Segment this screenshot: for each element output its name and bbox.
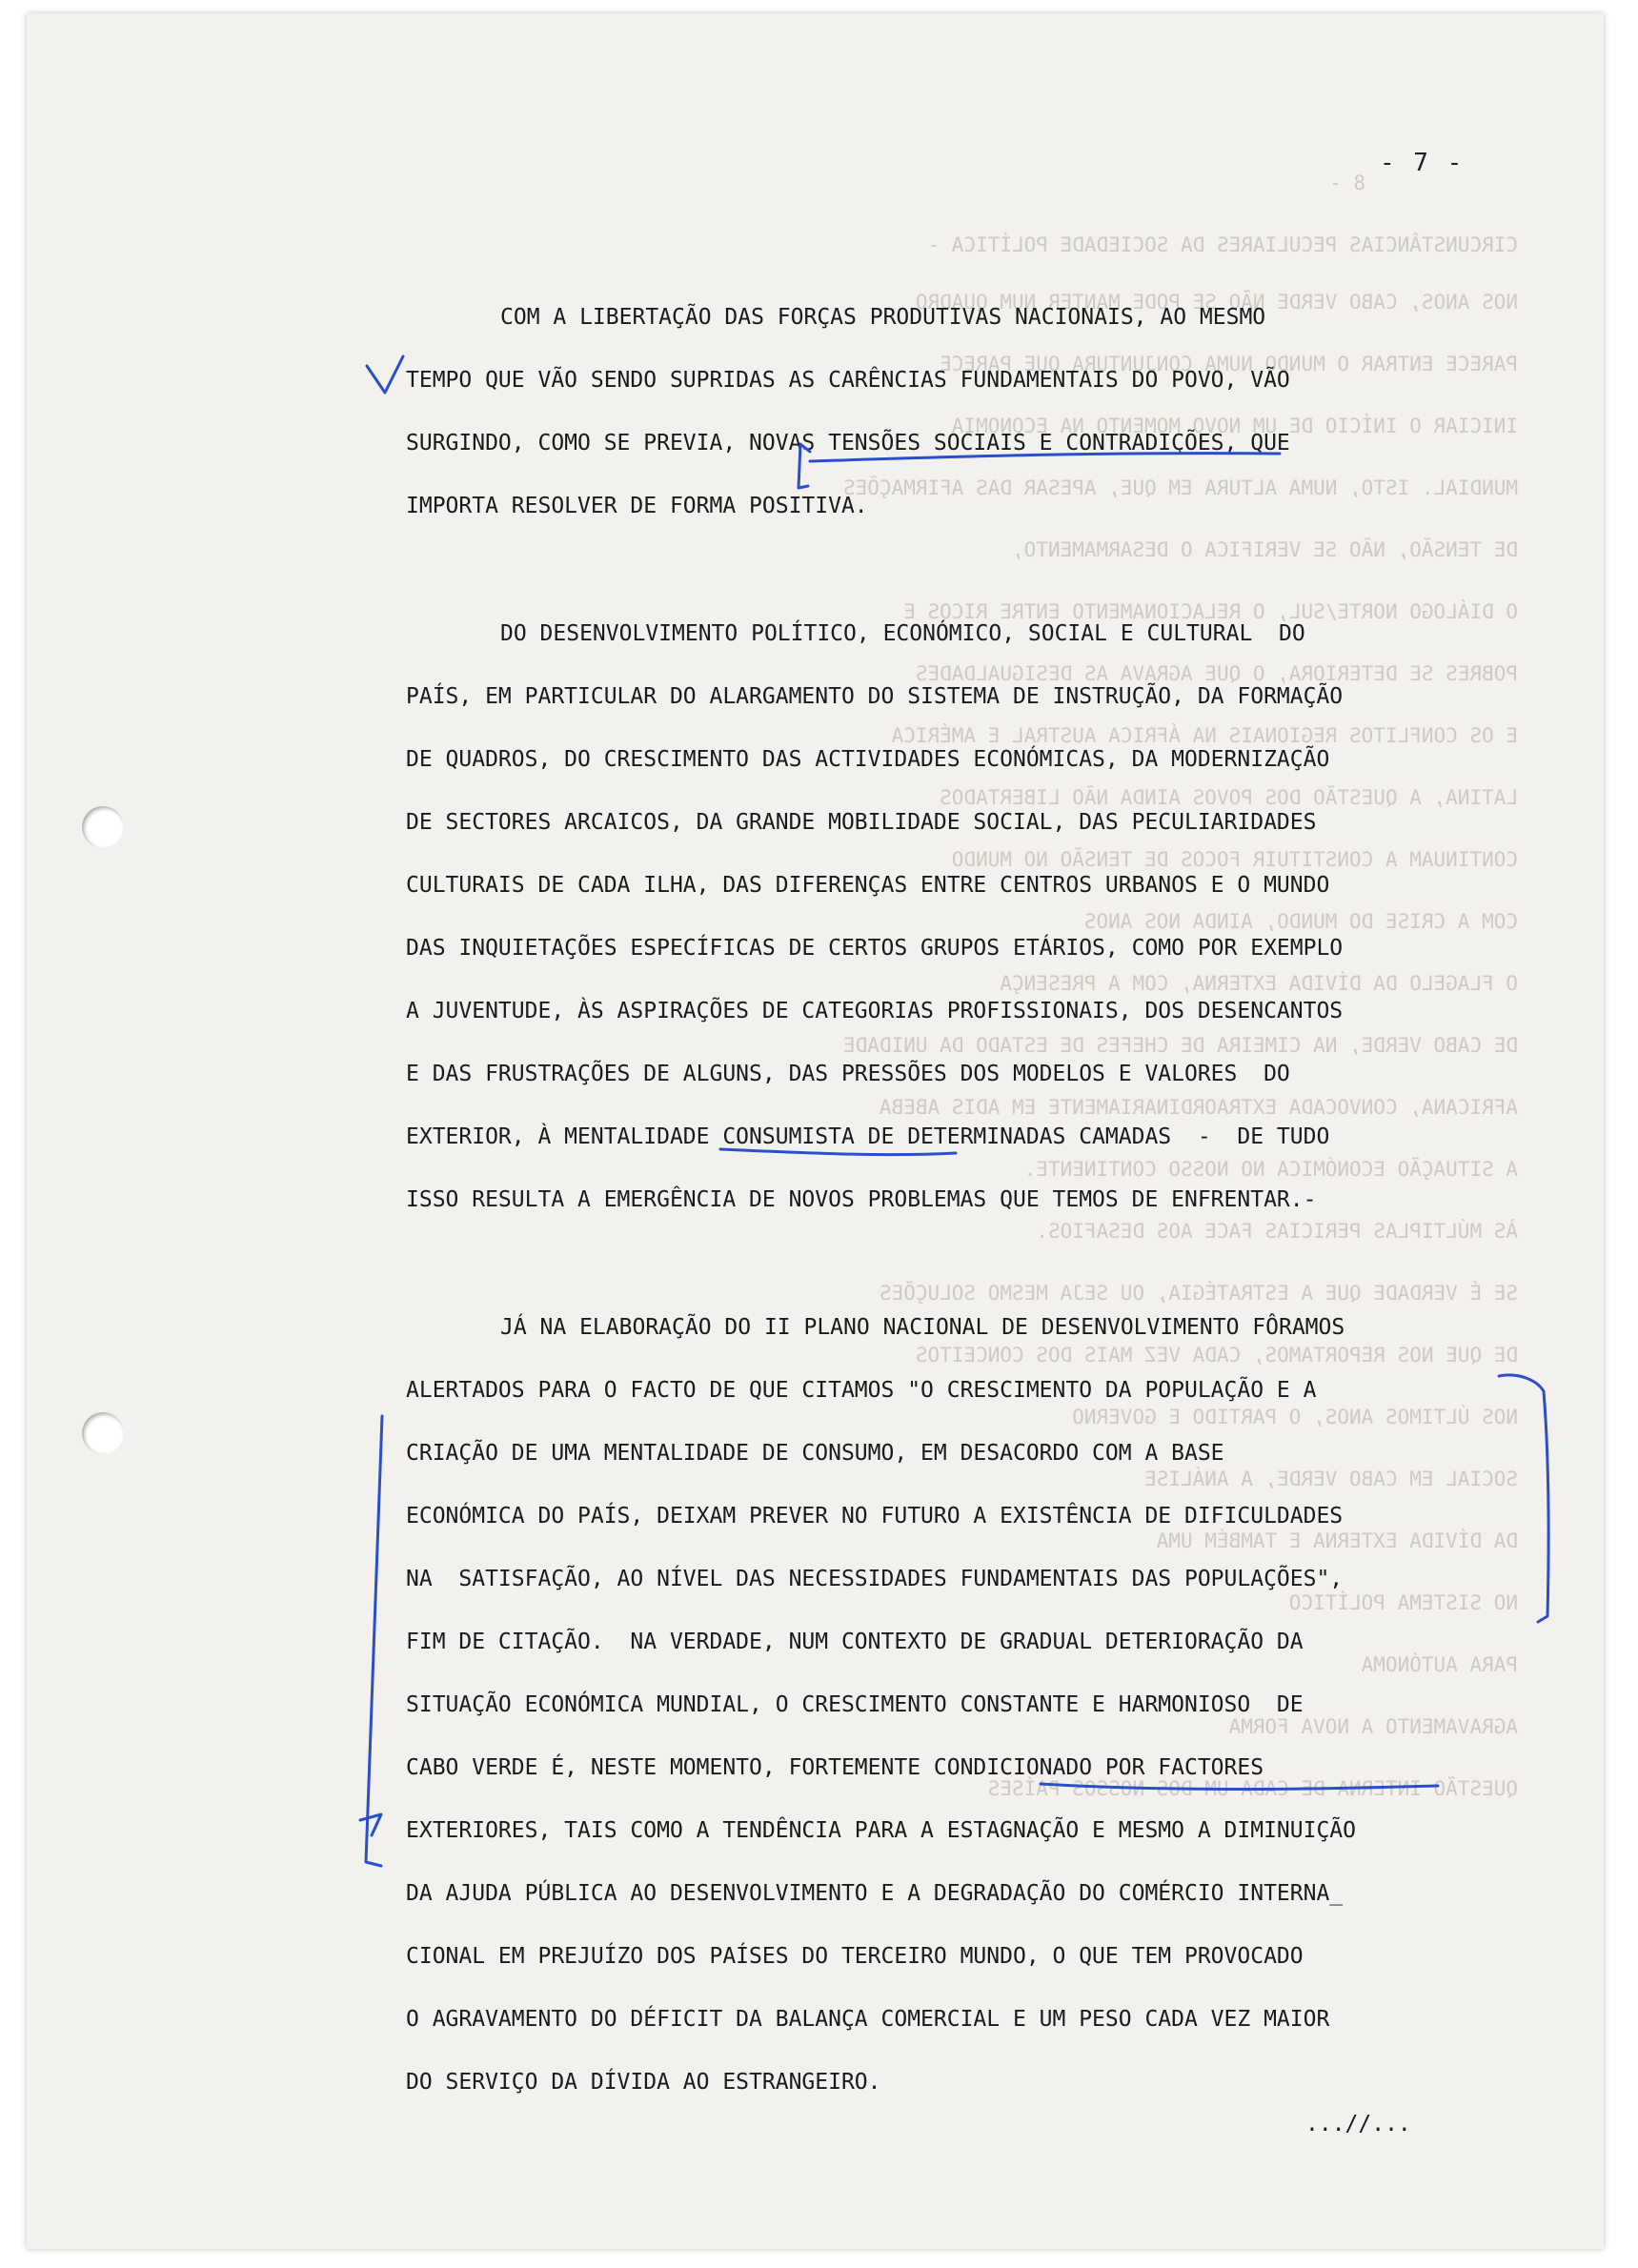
text-line: NA SATISFAÇÃO, AO NÍVEL DAS NECESSIDADES FUNDAMENTAIS DAS POPULAÇÕES", bbox=[406, 1567, 1344, 1591]
text-line: DA AJUDA PÚBLICA AO DESENVOLVIMENTO E A DEGRADAÇÃO DO COMÉRCIO INTERNA_ bbox=[406, 1881, 1344, 1906]
ghost-line: A SITUAÇÃO ECONÓMICA NO NOSSO CONTINENTE. bbox=[1023, 1158, 1518, 1181]
continuation-mark: ...//... bbox=[1305, 2112, 1411, 2136]
margin-bracket-annotation bbox=[366, 1416, 382, 1866]
text-line: CULTURAIS DE CADA ILHA, DAS DIFERENÇAS ENTRE CENTROS URBANOS E O MUNDO bbox=[406, 873, 1330, 898]
underline-annotation bbox=[810, 454, 1280, 461]
ghost-line: PARA AUTÓNOMA bbox=[1361, 1653, 1518, 1676]
ghost-line: NOS ANOS, CABO VERDE NÃO SE PODE MANTER NUM QUADRO bbox=[915, 291, 1518, 314]
ghost-line: NOS ÚLTIMOS ANOS, O PARTIDO E GOVERNO bbox=[1072, 1406, 1518, 1428]
text-line: CABO VERDE É, NESTE MOMENTO, FORTEMENTE CONDICIONADO POR FACTORES bbox=[406, 1755, 1264, 1780]
ghost-line: CONTINUAM A CONSTITUIR FOCOS DE TENSÃO NO MUNDO bbox=[951, 848, 1518, 871]
text-line: JÁ NA ELABORAÇÃO DO II PLANO NACIONAL DE DESENVOLVIMENTO FÔRAMOS bbox=[500, 1315, 1345, 1340]
ghost-line: AGRAVAMENTO A NOVA FORMA bbox=[1228, 1715, 1518, 1738]
ghost-line: AFRICANA, CONVOCADA EXTRAORDINARIAMENTE EM ADIS ABEBA bbox=[879, 1096, 1518, 1119]
ghost-line: NO SISTEMA POLÍTICO bbox=[1288, 1591, 1518, 1614]
ghost-line: LATINA, A QUESTÃO DOS POVOS AINDA NÃO LIBERTADOS bbox=[940, 786, 1518, 809]
text-line: ECONÓMICA DO PAÍS, DEIXAM PREVER NO FUTURO A EXISTÊNCIA DE DIFICULDADES bbox=[406, 1504, 1344, 1529]
text-line: SURGINDO, COMO SE PREVIA, NOVAS TENSÕES SOCIAIS E CONTRADIÇÕES, QUE bbox=[406, 431, 1290, 456]
ghost-line: SOCIAL EM CABO VERDE, A ANÁLISE bbox=[1144, 1468, 1518, 1490]
page-number: - 7 - bbox=[1380, 149, 1465, 177]
text-line: CRIAÇÃO DE UMA MENTALIDADE DE CONSUMO, EM DESACORDO COM A BASE bbox=[406, 1441, 1224, 1466]
text-line: A JUVENTUDE, ÀS ASPIRAÇÕES DE CATEGORIAS PROFISSIONAIS, DOS DESENCANTOS bbox=[406, 999, 1344, 1023]
ghost-line: COM A CRISE DO MUNDO, AINDA NOS ANOS bbox=[1083, 910, 1518, 933]
text-line: TEMPO QUE VÃO SENDO SUPRIDAS AS CARÊNCIAS FUNDAMENTAIS DO POVO, VÃO bbox=[406, 368, 1290, 393]
document-page bbox=[27, 13, 1604, 2249]
text-line: CIONAL EM PREJUÍZO DOS PAÍSES DO TERCEIRO MUNDO, O QUE TEM PROVOCADO bbox=[406, 1944, 1304, 1969]
ghost-line: CIRCUNSTÂNCIAS PECULIARES DA SOCIEDADE POLÍTICA - bbox=[927, 233, 1518, 256]
ghost-line: DE TENSÃO, NÃO SE VERIFICA O DESARMAMENTO, bbox=[1011, 538, 1518, 561]
text-line: ALERTADOS PARA O FACTO DE QUE CITAMOS "O CRESCIMENTO DA POPULAÇÃO E A bbox=[406, 1378, 1317, 1403]
text-line: IMPORTA RESOLVER DE FORMA POSITIVA. bbox=[406, 494, 868, 518]
ghost-line: O DIÁLOGO NORTE/SUL, O RELACIONAMENTO ENTRE RICOS E bbox=[903, 600, 1518, 623]
arrow-mark-annotation bbox=[360, 1814, 381, 1835]
ghost-line: INICIAR O INÍCIO DE UM NOVO MOMENTO NA ECONOMIA bbox=[951, 415, 1518, 437]
ghost-line: O FLAGELO DA DÍVIDA EXTERNA, COM A PRESENÇA bbox=[1000, 972, 1518, 995]
text-line: DE SECTORES ARCAICOS, DA GRANDE MOBILIDADE SOCIAL, DAS PECULIARIDADES bbox=[406, 810, 1317, 835]
text-line: EXTERIORES, TAIS COMO A TENDÊNCIA PARA A ESTAGNAÇÃO E MESMO A DIMINUIÇÃO bbox=[406, 1818, 1356, 1843]
text-line: E DAS FRUSTRAÇÕES DE ALGUNS, DAS PRESSÕES DOS MODELOS E VALORES DO bbox=[406, 1062, 1290, 1086]
text-line: COM A LIBERTAÇÃO DAS FORÇAS PRODUTIVAS NACIONAIS, AO MESMO bbox=[500, 305, 1266, 330]
text-line: O AGRAVAMENTO DO DÉFICIT DA BALANÇA COMERCIAL E UM PESO CADA VEZ MAIOR bbox=[406, 2007, 1330, 2032]
right-bracket-annotation bbox=[1499, 1375, 1548, 1622]
text-line: DAS INQUIETAÇÕES ESPECÍFICAS DE CERTOS GRUPOS ETÁRIOS, COMO POR EXEMPLO bbox=[406, 936, 1344, 961]
ghost-line: 8 - bbox=[1329, 172, 1365, 194]
text-line: EXTERIOR, À MENTALIDADE CONSUMISTA DE DETERMINADAS CAMADAS - DE TUDO bbox=[406, 1124, 1330, 1149]
text-line: DO SERVIÇO DA DÍVIDA AO ESTRANGEIRO. bbox=[406, 2070, 881, 2095]
ghost-line: E OS CONFLITOS REGIONAIS NA ÁFRICA AUSTRAL E AMÉRICA bbox=[891, 724, 1518, 747]
text-line: ISSO RESULTA A EMERGÊNCIA DE NOVOS PROBLEMAS QUE TEMOS DE ENFRENTAR.- bbox=[406, 1187, 1317, 1212]
text-line: SITUAÇÃO ECONÓMICA MUNDIAL, O CRESCIMENTO CONSTANTE E HARMONIOSO DE bbox=[406, 1692, 1304, 1717]
text-line: PAÍS, EM PARTICULAR DO ALARGAMENTO DO SISTEMA DE INSTRUÇÃO, DA FORMAÇÃO bbox=[406, 684, 1344, 709]
text-line: DO DESENVOLVIMENTO POLÍTICO, ECONÓMICO, SOCIAL E CULTURAL DO bbox=[500, 621, 1305, 646]
text-line: DE QUADROS, DO CRESCIMENTO DAS ACTIVIDADES ECONÓMICAS, DA MODERNIZAÇÃO bbox=[406, 747, 1330, 772]
ghost-line: PARECE ENTRAR O MUNDO NUMA CONJUNTURA QUE PARECE bbox=[940, 353, 1518, 375]
ghost-line: DA DÍVIDA EXTERNA E TAMBÉM UMA bbox=[1156, 1529, 1518, 1552]
ghost-line: QUESTÃO INTERNA DE CADA UM DOS NOSSOS PAÍSES bbox=[987, 1777, 1518, 1800]
check-mark-annotation bbox=[367, 356, 403, 393]
text-line: FIM DE CITAÇÃO. NA VERDADE, NUM CONTEXTO DE GRADUAL DETERIORAÇÃO DA bbox=[406, 1630, 1304, 1654]
handwritten-annotations bbox=[27, 13, 1604, 2249]
underline-annotation bbox=[720, 1149, 956, 1155]
bracket-open-annotation bbox=[799, 444, 810, 488]
ghost-line: POBRES SE DETERIORA, O QUE AGRAVA AS DESIGUALDADES bbox=[915, 662, 1518, 685]
ghost-line: DE CABO VERDE, NA CIMEIRA DE CHEFES DE ESTADO DA UNIDADE bbox=[842, 1034, 1518, 1057]
ghost-line: ÀS MÚLTIPLAS PERICIAS FACE AOS DESAFIOS. bbox=[1036, 1220, 1518, 1243]
ghost-line: MUNDIAL. ISTO, NUMA ALTURA EM QUE, APESAR DAS AFIRMAÇÕES bbox=[842, 476, 1518, 499]
ghost-line: DE QUE NOS REPORTAMOS, CADA VEZ MAIS DOS CONCEITOS bbox=[915, 1344, 1518, 1367]
underline-annotation bbox=[1041, 1784, 1438, 1790]
ghost-line: SE É VERDADE QUE A ESTRATÉGIA, OU SEJA MESMO SOLUÇÕES bbox=[879, 1282, 1518, 1305]
